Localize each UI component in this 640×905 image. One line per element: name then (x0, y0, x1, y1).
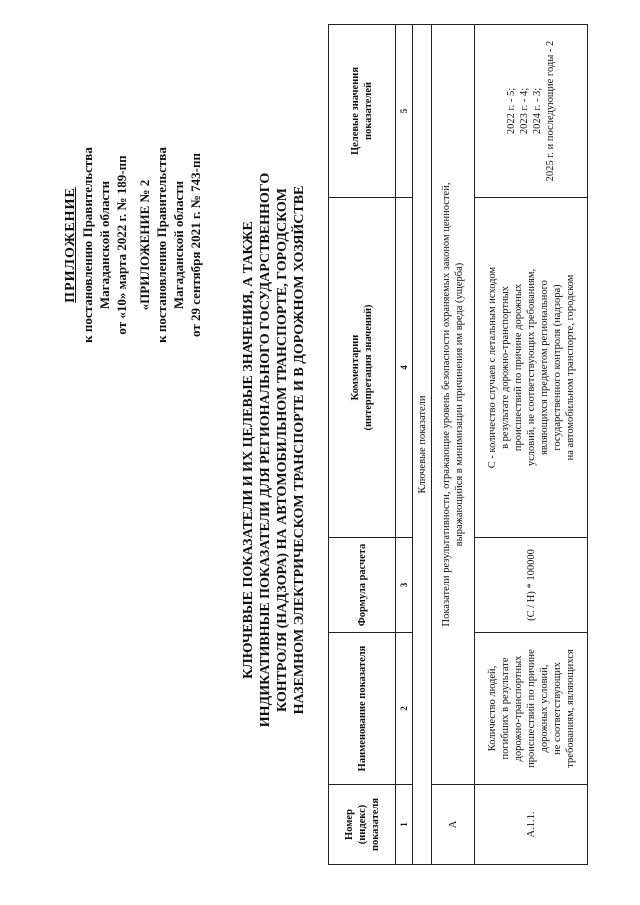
title-line: КЛЮЧЕВЫЕ ПОКАЗАТЕЛИ И ИХ ЦЕЛЕВЫЕ ЗНАЧЕНИЯ, А ТАКЖЕ (241, 221, 256, 679)
row-comment (475, 198, 588, 538)
column-number: 1 (396, 785, 413, 865)
indicators-table (328, 24, 588, 865)
row-comment-line: являющихся предметом регионального (538, 280, 550, 455)
row-comment-line: государственного контроля (надзора) (551, 284, 563, 451)
header-name: Наименование показателя (329, 633, 396, 785)
header-number (329, 785, 396, 865)
appendix-ref-line: от 29 сентября 2021 г. № 743-пп (188, 153, 203, 337)
row-target-line: 2023 г. - 4; (519, 87, 530, 135)
column-number: 3 (396, 538, 413, 633)
row-comment-line: условий, не соответствующих требованиям, (525, 268, 537, 467)
key-indicators-row (413, 25, 432, 865)
row-formula: (С / Н) * 100000 (475, 538, 588, 633)
row-target-line: 2022 г. - 5; (506, 87, 517, 135)
table-row (475, 25, 588, 865)
appendix-title: ПРИЛОЖЕНИЕ (63, 187, 78, 303)
column-number: 2 (396, 633, 413, 785)
row-comment-line: происшествий по причине дорожных (512, 283, 524, 452)
header-formula: Формула расчета (329, 538, 396, 633)
group-a-line: выражающийся в минимизации причинения им вреда (ущерба) (454, 262, 465, 547)
column-number: 5 (396, 25, 413, 198)
row-comment-line: С - количество случаев с летальным исходом (486, 266, 498, 469)
title-line: КОНТРОЛЯ (НАДЗОРА) НА АВТОМОБИЛЬНОМ ТРАНСПОРТЕ, ГОРОДСКОМ (275, 188, 290, 712)
header-number-line: (индекс) (356, 804, 368, 845)
header-target-line: показателей (363, 81, 374, 141)
column-number-row (396, 25, 413, 865)
group-a-description (432, 25, 475, 785)
row-name (475, 633, 588, 785)
row-target-line: 2024 г. - 3; (532, 87, 543, 135)
appendix-ref-line: Магаданской области (97, 180, 112, 310)
header-comment (329, 198, 396, 538)
row-name-line: дорожно-транспортных (512, 655, 524, 762)
document-title (240, 115, 308, 785)
title-line: ИНДИКАТИВНЫЕ ПОКАЗАТЕЛИ ДЛЯ РЕГИОНАЛЬНОГО ГОСУДАРСТВЕННОГО (258, 172, 273, 728)
appendix-ref-line: от «10» марта 2022 г. № 189-пп (114, 155, 129, 335)
group-a-row (432, 25, 475, 865)
header-comment-line: (интерпретация значений) (363, 304, 374, 431)
row-comment-line: в результате дорожно-транспортных (499, 286, 511, 449)
row-target (475, 25, 588, 198)
appendix-ref-line: к постановлению Правительства (80, 147, 95, 343)
row-name-line: требованиям, являющихся (564, 649, 576, 768)
appendix-ref-line: к постановлению Правительства (154, 147, 169, 343)
row-name-line: погибших в результате (499, 657, 511, 760)
column-number: 4 (396, 198, 413, 538)
appendix-ref-line: Магаданской области (171, 180, 186, 310)
appendix-ref-line: «ПРИЛОЖЕНИЕ № 2 (137, 179, 152, 311)
key-indicators-label: Ключевые показатели (413, 25, 432, 865)
table-header-row (329, 25, 396, 865)
group-a-index: А (432, 785, 475, 865)
row-index: А.1.1. (475, 785, 588, 865)
row-name-line: Количество людей, (486, 665, 498, 752)
row-name-line: происшествий по причине (525, 649, 537, 768)
header-comment-line: Комментарии (350, 334, 361, 401)
appendix-header (62, 55, 204, 435)
row-target-line: 2025 г. и последующие годы - 2 (545, 40, 556, 182)
title-line: НАЗЕМНОМ ЭЛЕКТРИЧЕСКОМ ТРАНСПОРТЕ И В ДОРОЖНОМ ХОЗЯЙСТВЕ (292, 185, 307, 715)
group-a-line: Показатели результативности, отражающие уровень безопасности охраняемых законом ценностей, (441, 182, 452, 627)
row-comment-line: на автомобильном транспорте, городском (564, 274, 576, 461)
header-target (329, 25, 396, 198)
row-name-line: не соответствующих (551, 662, 563, 755)
row-name-line: дорожных условий, (538, 664, 550, 753)
header-number-line: Номер (343, 809, 355, 840)
header-number-line: показателя (369, 797, 381, 852)
header-target-line: Целевые значения (350, 67, 361, 155)
